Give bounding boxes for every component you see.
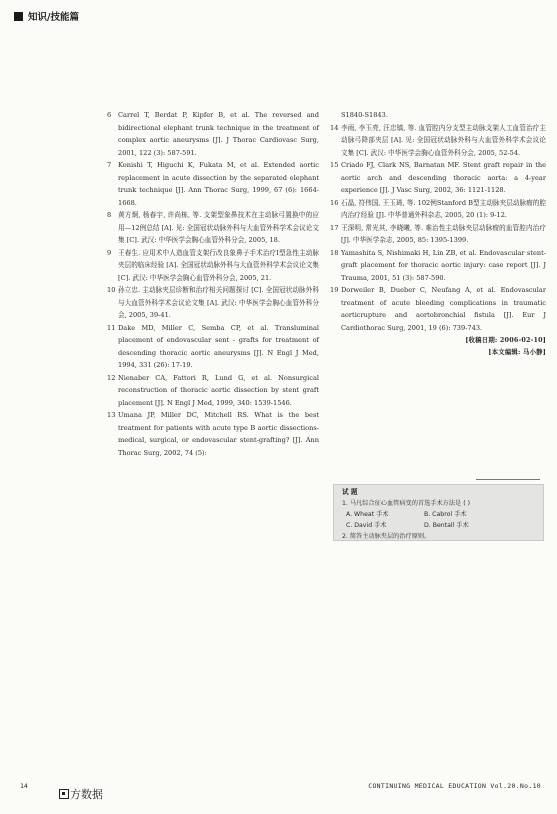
reference-item	[107, 322, 319, 372]
reference-text: Criado FJ, Clark NS, Barnatan MF. Stent graft repair in the aortic arch and descending thoracic aorta: a 4-year experience [J]. J Vasc Surg, 2002, 36: 1121-1128.	[341, 161, 546, 194]
reference-number: 18	[330, 248, 339, 257]
reference-item	[107, 409, 319, 459]
reference-number: 16	[330, 198, 339, 207]
reference-item	[107, 284, 319, 322]
reference-item	[330, 284, 546, 334]
reference-number: 13	[107, 411, 116, 419]
left-reference-column	[107, 109, 319, 459]
reference-item	[330, 222, 546, 247]
reference-item	[330, 159, 546, 197]
reference-number: 14	[330, 123, 339, 132]
quiz-title: 试 题	[342, 488, 358, 496]
reference-text: 王深明, 常光其, 李晓曦, 等. 难治性主动脉夹层动脉瘤的血管腔内治疗 [J]. 中华医学杂志, 2005, 85: 1395-1399.	[341, 223, 546, 244]
quiz-box	[333, 484, 544, 541]
reference-number: 10	[107, 286, 116, 294]
reference-item	[330, 197, 546, 222]
section-label: 知识/技能篇	[28, 12, 79, 23]
quiz-option: A. Wheat 手术	[346, 511, 389, 518]
reference-text: 孙立忠. 主动脉夹层诊断和治疗相关问题探讨 [C]. 全国冠状动脉外科与大血管外科学术会议论文集 [A]. 武汉: 中华医学会胸心血管外科分会, 2005, 39-41.	[118, 286, 319, 319]
reference-number: 12	[107, 373, 116, 382]
reference-text: Umana JP, Miller DC, Mitchell RS. What is the best treatment for patients with acute type B aortic dissections-medical, surgical, or endovascular stent-grafting? [J]. Ann Thorac Surg, 2002, 74 (5):	[118, 411, 319, 457]
reference-text: 王春生. 应用术中人造血管支架行改良象鼻子手术治疗I型急性主动脉夹层的临床经验 [A]. 全国冠状动脉外科与大血管外科学术会议论文集 [C]. 武汉: 中华医学会胸心血管外科分会, 2005, 21.	[118, 248, 319, 282]
quiz-question-2: 2. 简答主动脉夹层的治疗原则。	[342, 533, 431, 540]
reference-text: 李雨, 李玉亮, 汪忠镐, 等. 血管腔内分支型主动脉支架人工血管治疗主动脉弓降部夹层 [A]. 见: 全国冠状动脉外科与大血管外科学术会议论文集 [C]. 武汉: 中华医学会胸心血管外科分会, 2005, 52-54.	[341, 123, 546, 157]
section-header	[14, 9, 79, 23]
reference-number: 15	[330, 161, 339, 169]
reference-continuation-text: S1840-S1843.	[341, 111, 388, 119]
reference-number: 9	[107, 248, 112, 257]
journal-footer: CONTINUING MEDICAL EDUCATION Vol.20.No.10	[368, 782, 541, 790]
quiz-option: C. David 手术	[346, 522, 387, 529]
logo-box-icon	[59, 789, 69, 799]
reference-text: Nienaber CA, Fattori R, Lund G, et al. Nonsurgical reconstruction of thoracic aortic dissection by stent graft placement [J]. N Engl J Med, 1999, 340: 1539-1546.	[118, 373, 319, 407]
quiz-options-row-1	[346, 509, 537, 520]
received-date: [收稿日期: 2006-02-10]	[465, 336, 546, 344]
reference-number: 17	[330, 223, 339, 232]
quiz-question-1: 1. 马凡综合征心血管病变的首选手术方法是 ( )	[342, 500, 471, 507]
reference-item	[330, 122, 546, 160]
reference-number: 6	[107, 111, 112, 119]
reference-number: 7	[107, 161, 112, 169]
reference-number: 11	[107, 323, 116, 332]
reference-text: 黄方炯, 杨春宇, 许尚栋, 等. 支架型象鼻技术在主动脉弓置换中的应用—12例总结 [A]. 见: 全国冠状动脉外科与大血管外科学术会议论文集 [C]. 武汉: 中华医学会胸心血管外科分会, 2005, 18.	[118, 211, 319, 244]
editor-credit: [本文编辑: 马小静]	[488, 348, 546, 356]
quiz-option: D. Bentall 手术	[424, 522, 469, 529]
quiz-options-row-2	[346, 520, 537, 531]
page-number: 14	[20, 782, 28, 790]
reference-text: Konishi T, Higuchi K, Fukata M, et al. Extended aortic replacement in acute dissection by the separated elephant trunk technique [J]. Ann Thorac Surg, 1999, 67 (6): 1664-1668.	[118, 161, 319, 207]
reference-item	[107, 372, 319, 410]
divider-line	[476, 479, 540, 480]
reference-number: 8	[107, 211, 112, 219]
reference-text: Yamashita S, Nishimaki H, Lin ZB, et al. Endovascular stent-graft placement for thoracic aortic injury: case report [J]. J Trauma, 2001, 51 (3): 587-590.	[341, 248, 546, 282]
reference-text: Dorweiler B, Dueber C, Neufang A, et al. Endovascular treatment of acute bleeding complications in traumatic aorticrupture and aortobronchial fistula [J]. Eur J Cardiothorac Surg, 2001, 19 (6): 739-743.	[341, 286, 546, 332]
reference-number: 19	[330, 286, 339, 294]
reference-item	[107, 209, 319, 247]
reference-item	[107, 159, 319, 209]
right-reference-column	[330, 109, 546, 358]
reference-item	[330, 247, 546, 285]
reference-continuation	[330, 109, 546, 122]
logo-text: 方数据	[70, 788, 103, 801]
reference-item	[107, 247, 319, 285]
wanfang-logo	[59, 786, 103, 802]
reference-text: 石晶, 符伟国, 王玉琦, 等. 102例Stanford B型主动脉夹层动脉瘤的腔内治疗经验 [J]. 中华普通外科杂志, 2005, 20 (1): 9-12.	[341, 198, 546, 219]
reference-text: Carrel T, Berdat P, Kipfer B, et al. The reversed and bidirectional elephant trunk technique in the treatment of complex aortic aneurysms [J]. J Thorac Cardiovasc Surg, 2001, 122 (3): 587-591.	[118, 111, 319, 157]
quiz-option: B. Cabrol 手术	[424, 511, 467, 518]
header-square-icon	[14, 12, 23, 21]
reference-text: Dake MD, Miller C, Semba CP, et al. Transluminal placement of endovascular sent - grafts for treatment of descending thoracic aortic aneurysms [J]. N Engl J Med, 1994, 331 (26): 17-19.	[118, 323, 319, 369]
reference-item	[107, 109, 319, 159]
